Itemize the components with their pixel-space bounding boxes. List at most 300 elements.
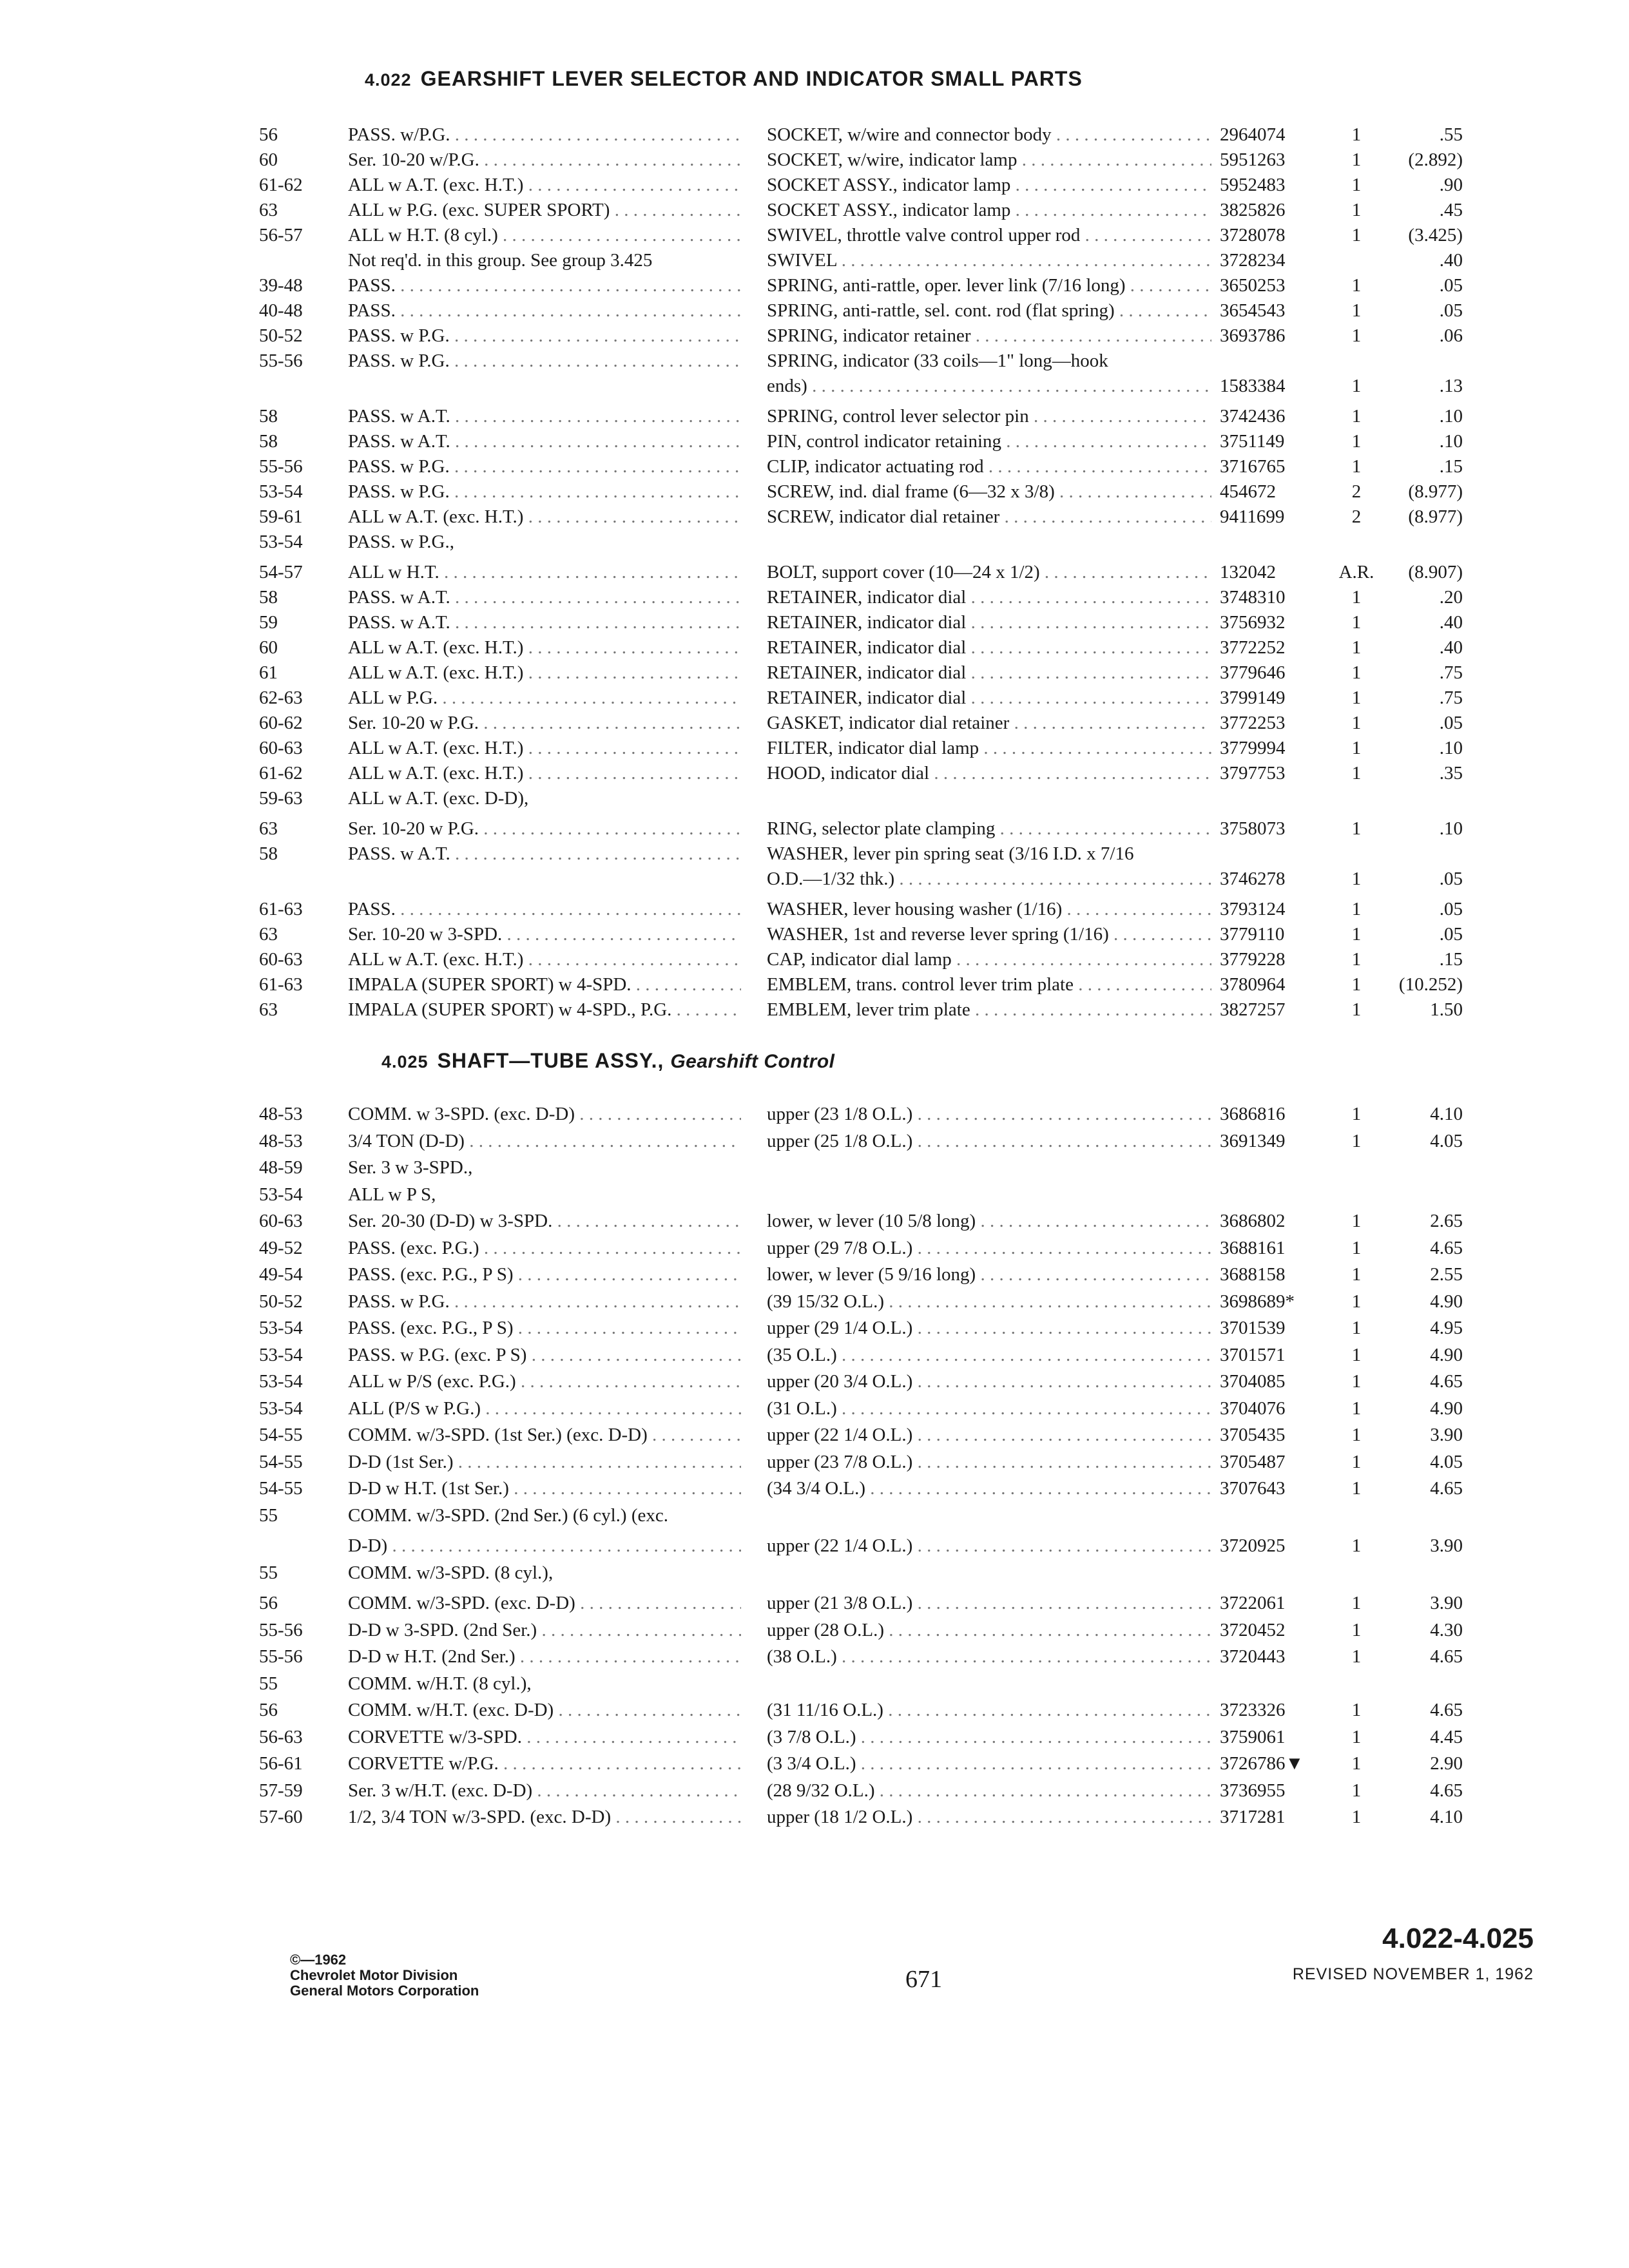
row-year: 58 [259, 587, 278, 608]
row-quantity: 1 [1351, 713, 1362, 733]
row-year: 56-63 [259, 1726, 303, 1747]
row-model: PASS. . . . [348, 274, 741, 296]
row-description: (28 9/32 O.L.) . . . [767, 1780, 1211, 1802]
row-model: ALL w A.T. (exc. H.T.) . . . [348, 637, 741, 658]
row-quantity: 2 [1351, 506, 1362, 527]
row-price: .45 [1439, 200, 1463, 220]
row-part-number: 3686816 [1220, 1104, 1286, 1124]
row-quantity: 1 [1351, 999, 1362, 1020]
row-price: .10 [1439, 738, 1463, 758]
row-description: SOCKET, w/wire, indicator lamp . . . [767, 149, 1211, 171]
row-model: ALL w A.T. (exc. H.T.) . . . [348, 948, 741, 970]
row-price: .05 [1439, 899, 1463, 919]
row-model: Ser. 10-20 w P.G. . . . [348, 818, 741, 840]
row-price: 1.50 [1430, 999, 1463, 1020]
row-year: 60 [259, 149, 278, 170]
row-price: .10 [1439, 818, 1463, 839]
row-year: 63 [259, 999, 278, 1020]
row-year: 56-61 [259, 1753, 303, 1774]
row-part-number: 3688161 [1220, 1237, 1286, 1258]
row-part-number: 5952483 [1220, 175, 1286, 195]
row-description: upper (29 1/4 O.L.) . . . [767, 1317, 1211, 1339]
row-model: ALL w A.T. (exc. H.T.) . . . [348, 506, 741, 528]
row-model: ALL w P S, [348, 1184, 436, 1205]
row-part-number: 3698689* [1220, 1291, 1295, 1312]
row-quantity: 1 [1351, 1130, 1362, 1151]
row-part-number: 3693786 [1220, 325, 1286, 346]
row-description: (31 11/16 O.L.) . . . [767, 1699, 1211, 1721]
row-part-number: 3704085 [1220, 1371, 1286, 1392]
row-price: .13 [1439, 376, 1463, 396]
row-description: EMBLEM, trans. control lever trim plate . . . [767, 974, 1211, 995]
row-model: Ser. 20-30 (D-D) w 3-SPD. . . . [348, 1210, 741, 1232]
row-part-number: 3756932 [1220, 612, 1286, 633]
section-number: 4.022 [365, 70, 412, 90]
row-year: 63 [259, 924, 278, 945]
row-part-number: 3779110 [1220, 924, 1285, 945]
row-year: 54-55 [259, 1478, 303, 1499]
row-price: .15 [1439, 456, 1463, 477]
row-model: Ser. 3 w 3-SPD., [348, 1157, 473, 1178]
row-description: BOLT, support cover (10—24 x 1/2) . . . [767, 561, 1211, 583]
row-price: .05 [1439, 869, 1463, 889]
row-quantity: 1 [1351, 1264, 1362, 1285]
row-price: 4.65 [1430, 1237, 1463, 1258]
row-part-number: 5951263 [1220, 149, 1286, 170]
row-year: 54-55 [259, 1425, 303, 1445]
row-description: (3 3/4 O.L.) . . . [767, 1753, 1211, 1774]
row-quantity: 1 [1351, 1807, 1362, 1827]
row-description: SOCKET, w/wire and connector body . . . [767, 124, 1211, 146]
row-quantity: 1 [1351, 924, 1362, 945]
row-description: CLIP, indicator actuating rod . . . [767, 456, 1211, 477]
section-title-4025 [381, 1049, 835, 1073]
row-part-number: 3825826 [1220, 200, 1286, 220]
row-description: upper (25 1/8 O.L.) . . . [767, 1130, 1211, 1152]
row-price: 4.10 [1430, 1104, 1463, 1124]
row-model: Ser. 10-20 w/P.G. . . . [348, 149, 741, 171]
row-price: 2.90 [1430, 1753, 1463, 1774]
row-year: 61-63 [259, 899, 303, 919]
row-price: 4.90 [1430, 1291, 1463, 1312]
row-model: D-D w H.T. (1st Ser.) . . . [348, 1477, 741, 1499]
division-line: Chevrolet Motor Division [290, 1967, 458, 1983]
row-year: 60-63 [259, 1211, 303, 1231]
copyright-line: ©—1962 [290, 1952, 347, 1968]
row-year: 56 [259, 1593, 278, 1613]
row-model: 3/4 TON (D-D) . . . [348, 1130, 741, 1152]
row-part-number: 3720925 [1220, 1535, 1286, 1556]
row-description: upper (29 7/8 O.L.) . . . [767, 1237, 1211, 1259]
row-model: ALL w P.G. . . . [348, 687, 741, 709]
row-price: .40 [1439, 250, 1463, 271]
row-quantity: 1 [1351, 225, 1362, 245]
row-quantity: 1 [1351, 974, 1362, 995]
row-quantity: 1 [1351, 376, 1362, 396]
row-year: 59-63 [259, 788, 303, 809]
row-model: PASS. w A.T. . . . [348, 611, 741, 633]
row-model: PASS. w P.G. . . . [348, 325, 741, 347]
row-model: D-D w H.T. (2nd Ser.) . . . [348, 1646, 741, 1667]
row-description: lower, w lever (5 9/16 long) . . . [767, 1264, 1211, 1285]
row-price: (8.977) [1408, 481, 1463, 502]
row-year: 61-62 [259, 175, 303, 195]
row-quantity: 1 [1351, 1593, 1362, 1613]
row-description: WASHER, lever pin spring seat (3/16 I.D. x 7/16 [767, 843, 1134, 864]
row-price: 4.65 [1430, 1700, 1463, 1720]
row-year: 58 [259, 843, 278, 864]
row-year: 56 [259, 1700, 278, 1720]
row-description: (34 3/4 O.L.) . . . [767, 1477, 1211, 1499]
row-description: GASKET, indicator dial retainer . . . [767, 712, 1211, 734]
row-price: 3.90 [1430, 1593, 1463, 1613]
row-quantity: A.R. [1338, 562, 1374, 582]
row-part-number: 3748310 [1220, 587, 1286, 608]
row-description: SPRING, indicator (33 coils—1" long—hook [767, 351, 1108, 371]
row-description: WASHER, 1st and reverse lever spring (1/16) . . . [767, 923, 1211, 945]
row-year: 61 [259, 662, 278, 683]
row-part-number: 132042 [1220, 562, 1276, 582]
row-year: 48-53 [259, 1130, 303, 1151]
row-model: ALL w A.T. (exc. D-D), [348, 788, 529, 809]
row-model: IMPALA (SUPER SPORT) w 4-SPD., P.G. . . . [348, 999, 741, 1021]
row-year: 61-62 [259, 763, 303, 783]
row-description: RETAINER, indicator dial . . . [767, 662, 1211, 684]
row-price: 4.05 [1430, 1130, 1463, 1151]
row-model: COMM. w/3-SPD. (1st Ser.) (exc. D-D) . . . [348, 1424, 741, 1446]
row-quantity: 1 [1351, 869, 1362, 889]
row-price: 4.45 [1430, 1726, 1463, 1747]
row-year: 58 [259, 431, 278, 452]
row-year: 57-59 [259, 1780, 303, 1801]
row-description: upper (23 1/8 O.L.) . . . [767, 1103, 1211, 1125]
row-model: D-D w 3-SPD. (2nd Ser.) . . . [348, 1619, 741, 1641]
row-price: 3.90 [1430, 1425, 1463, 1445]
row-description: SOCKET ASSY., indicator lamp . . . [767, 199, 1211, 221]
row-year: 49-52 [259, 1237, 303, 1258]
row-quantity: 1 [1351, 612, 1362, 633]
row-quantity: 1 [1351, 662, 1362, 683]
row-quantity: 1 [1351, 899, 1362, 919]
row-quantity: 1 [1351, 300, 1362, 321]
row-model: Ser. 10-20 w P.G. . . . [348, 712, 741, 734]
row-year: 54-57 [259, 562, 303, 582]
row-description: RING, selector plate clamping . . . [767, 818, 1211, 840]
row-year: 62-63 [259, 687, 303, 708]
row-model: D-D) . . . [348, 1535, 741, 1557]
row-price: .05 [1439, 275, 1463, 296]
row-model: Ser. 10-20 w 3-SPD. . . . [348, 923, 741, 945]
row-model: Not req'd. in this group. See group 3.425 [348, 250, 653, 271]
section-subheading: Gearshift Control [670, 1051, 835, 1072]
row-price: .40 [1439, 612, 1463, 633]
row-quantity: 1 [1351, 325, 1362, 346]
row-year: 56-57 [259, 225, 303, 245]
row-model: ALL w A.T. (exc. H.T.) . . . [348, 762, 741, 784]
row-part-number: 3797753 [1220, 763, 1286, 783]
row-quantity: 1 [1351, 1753, 1362, 1774]
row-year: 55 [259, 1562, 278, 1583]
row-quantity: 1 [1351, 587, 1362, 608]
row-description: upper (20 3/4 O.L.) . . . [767, 1370, 1211, 1392]
row-year: 53-54 [259, 1398, 303, 1419]
row-model: ALL w H.T. . . . [348, 561, 741, 583]
row-model: PASS. w P.G. . . . [348, 456, 741, 477]
row-description: upper (22 1/4 O.L.) . . . [767, 1424, 1211, 1446]
row-quantity: 1 [1351, 1211, 1362, 1231]
row-part-number: 3726786▼ [1220, 1753, 1304, 1774]
row-year: 55-56 [259, 1646, 303, 1667]
row-price: .15 [1439, 949, 1463, 970]
row-price: .20 [1439, 587, 1463, 608]
row-model: PASS. . . . [348, 898, 741, 920]
row-model: PASS. w P.G. . . . [348, 481, 741, 503]
row-quantity: 2 [1351, 481, 1362, 502]
section-heading: GEARSHIFT LEVER SELECTOR AND INDICATOR SMALL PARTS [420, 67, 1083, 90]
row-model: ALL w A.T. (exc. H.T.) . . . [348, 662, 741, 684]
row-description: (3 7/8 O.L.) . . . [767, 1726, 1211, 1748]
row-part-number: 3759061 [1220, 1726, 1286, 1747]
row-description: upper (18 1/2 O.L.) . . . [767, 1806, 1211, 1828]
row-description: RETAINER, indicator dial . . . [767, 586, 1211, 608]
row-quantity: 1 [1351, 1398, 1362, 1419]
row-year: 63 [259, 818, 278, 839]
row-part-number: 3705435 [1220, 1425, 1286, 1445]
row-quantity: 1 [1351, 949, 1362, 970]
row-year: 48-53 [259, 1104, 303, 1124]
row-model: PASS. (exc. P.G., P S) . . . [348, 1264, 741, 1285]
row-description: upper (28 O.L.) . . . [767, 1619, 1211, 1641]
row-model: ALL w P/S (exc. P.G.) . . . [348, 1370, 741, 1392]
row-model: 1/2, 3/4 TON w/3-SPD. (exc. D-D) . . . [348, 1806, 741, 1828]
row-year: 55-56 [259, 456, 303, 477]
row-year: 57-60 [259, 1807, 303, 1827]
row-model: PASS. (exc. P.G., P S) . . . [348, 1317, 741, 1339]
row-part-number: 3772253 [1220, 713, 1286, 733]
publisher-block [290, 1952, 479, 1999]
row-description: SPRING, control lever selector pin . . . [767, 405, 1211, 427]
row-quantity: 1 [1351, 275, 1362, 296]
row-part-number: 3701539 [1220, 1318, 1286, 1338]
row-model: PASS. w A.T. . . . [348, 586, 741, 608]
row-quantity: 1 [1351, 1619, 1362, 1640]
row-part-number: 3716765 [1220, 456, 1286, 477]
row-quantity: 1 [1351, 1291, 1362, 1312]
row-quantity: 1 [1351, 1726, 1362, 1747]
row-quantity: 1 [1351, 637, 1362, 658]
row-price: .10 [1439, 431, 1463, 452]
row-part-number: 3780964 [1220, 974, 1286, 995]
row-part-number: 454672 [1220, 481, 1276, 502]
row-quantity: 1 [1351, 200, 1362, 220]
row-year: 60-63 [259, 738, 303, 758]
row-price: .40 [1439, 637, 1463, 658]
section-heading: SHAFT—TUBE ASSY., [437, 1049, 664, 1072]
row-part-number: 3736955 [1220, 1780, 1286, 1801]
row-model: ALL w A.T. (exc. H.T.) . . . [348, 737, 741, 759]
row-quantity: 1 [1351, 1425, 1362, 1445]
row-year: 55 [259, 1673, 278, 1694]
row-year: 61-63 [259, 974, 303, 995]
row-model: ALL w P.G. (exc. SUPER SPORT) . . . [348, 199, 741, 221]
row-price: 4.90 [1430, 1344, 1463, 1365]
row-description: RETAINER, indicator dial . . . [767, 687, 1211, 709]
row-price: 4.95 [1430, 1318, 1463, 1338]
row-price: .90 [1439, 175, 1463, 195]
row-part-number: 3723326 [1220, 1700, 1286, 1720]
row-part-number: 3746278 [1220, 869, 1286, 889]
row-model: IMPALA (SUPER SPORT) w 4-SPD. . . . [348, 974, 741, 995]
row-price: 4.90 [1430, 1398, 1463, 1419]
row-price: 4.30 [1430, 1619, 1463, 1640]
section-title-4022 [365, 67, 1083, 91]
row-quantity: 1 [1351, 1104, 1362, 1124]
row-part-number: 3779228 [1220, 949, 1286, 970]
row-price: (8.907) [1408, 562, 1463, 582]
row-quantity: 1 [1351, 1318, 1362, 1338]
row-price: .35 [1439, 763, 1463, 783]
row-price: (2.892) [1408, 149, 1463, 170]
row-description: CAP, indicator dial lamp . . . [767, 948, 1211, 970]
row-part-number: 3720452 [1220, 1619, 1286, 1640]
row-description: EMBLEM, lever trim plate . . . [767, 999, 1211, 1021]
row-price: .75 [1439, 687, 1463, 708]
row-model: CORVETTE w/P.G. . . . [348, 1753, 741, 1774]
row-price: (10.252) [1398, 974, 1463, 995]
row-description: SPRING, indicator retainer . . . [767, 325, 1211, 347]
row-model: PASS. w P.G. . . . [348, 1291, 741, 1312]
row-part-number: 3654543 [1220, 300, 1286, 321]
row-model: PASS. (exc. P.G.) . . . [348, 1237, 741, 1259]
row-model: ALL w A.T. (exc. H.T.) . . . [348, 174, 741, 196]
row-price: 4.65 [1430, 1371, 1463, 1392]
row-price: 3.90 [1430, 1535, 1463, 1556]
row-part-number: 3686802 [1220, 1211, 1286, 1231]
row-part-number: 3742436 [1220, 406, 1286, 427]
row-year: 60-62 [259, 713, 303, 733]
row-year: 50-52 [259, 1291, 303, 1312]
row-year: 49-54 [259, 1264, 303, 1285]
row-description: WASHER, lever housing washer (1/16) . . . [767, 898, 1211, 920]
row-price: .05 [1439, 713, 1463, 733]
row-year: 54-55 [259, 1451, 303, 1472]
revision-date: REVISED NOVEMBER 1, 1962 [1292, 1965, 1534, 1983]
row-description: SPRING, anti-rattle, sel. cont. rod (flat spring) . . . [767, 300, 1211, 322]
row-quantity: 1 [1351, 1344, 1362, 1365]
row-model: PASS. w A.T. . . . [348, 430, 741, 452]
row-model: PASS. w/P.G. . . . [348, 124, 741, 146]
row-model: D-D (1st Ser.) . . . [348, 1451, 741, 1473]
row-model: COMM. w 3-SPD. (exc. D-D) . . . [348, 1103, 741, 1125]
row-year: 56 [259, 124, 278, 145]
row-year: 59 [259, 612, 278, 633]
row-year: 60-63 [259, 949, 303, 970]
row-year: 48-59 [259, 1157, 303, 1178]
row-price: .55 [1439, 124, 1463, 145]
row-model: ALL (P/S w P.G.) . . . [348, 1398, 741, 1419]
row-part-number: 1583384 [1220, 376, 1286, 396]
row-quantity: 1 [1351, 818, 1362, 839]
row-description: SWIVEL . . . [767, 249, 1211, 271]
row-quantity: 1 [1351, 1478, 1362, 1499]
row-part-number: 3779994 [1220, 738, 1286, 758]
row-model: PASS. w A.T. . . . [348, 405, 741, 427]
row-quantity: 1 [1351, 1237, 1362, 1258]
row-model: PASS. w P.G., [348, 532, 454, 552]
row-year: 53-54 [259, 1344, 303, 1365]
row-price: .10 [1439, 406, 1463, 427]
row-part-number: 3728234 [1220, 250, 1286, 271]
row-year: 39-48 [259, 275, 303, 296]
row-year: 55-56 [259, 351, 303, 371]
row-description: FILTER, indicator dial lamp . . . [767, 737, 1211, 759]
row-quantity: 1 [1351, 124, 1362, 145]
row-part-number: 3758073 [1220, 818, 1286, 839]
row-year: 53-54 [259, 1184, 303, 1205]
row-price: .05 [1439, 924, 1463, 945]
row-year: 53-54 [259, 532, 303, 552]
row-model: PASS. w P.G. (exc. P S) . . . [348, 1344, 741, 1366]
row-model: Ser. 3 w/H.T. (exc. D-D) . . . [348, 1780, 741, 1802]
row-quantity: 1 [1351, 1451, 1362, 1472]
row-quantity: 1 [1351, 738, 1362, 758]
row-part-number: 3793124 [1220, 899, 1286, 919]
row-quantity: 1 [1351, 456, 1362, 477]
row-year: 50-52 [259, 325, 303, 346]
row-year: 53-54 [259, 1371, 303, 1392]
row-model: COMM. w/3-SPD. (exc. D-D) . . . [348, 1592, 741, 1614]
corporation-line: General Motors Corporation [290, 1983, 479, 1999]
row-model: COMM. w/3-SPD. (2nd Ser.) (6 cyl.) (exc. [348, 1504, 668, 1526]
row-year: 59-61 [259, 506, 303, 527]
row-part-number: 3779646 [1220, 662, 1286, 683]
row-description: RETAINER, indicator dial . . . [767, 637, 1211, 658]
row-description: (39 15/32 O.L.) . . . [767, 1291, 1211, 1312]
row-quantity: 1 [1351, 1371, 1362, 1392]
row-year: 40-48 [259, 300, 303, 321]
row-price: (3.425) [1408, 225, 1463, 245]
row-part-number: 3827257 [1220, 999, 1286, 1020]
row-description: PIN, control indicator retaining . . . [767, 430, 1211, 452]
row-price: .75 [1439, 662, 1463, 683]
row-year: 63 [259, 200, 278, 220]
row-part-number: 3688158 [1220, 1264, 1286, 1285]
row-description: SCREW, ind. dial frame (6—32 x 3/8) . . . [767, 481, 1211, 503]
row-part-number: 3650253 [1220, 275, 1286, 296]
row-part-number: 3717281 [1220, 1807, 1286, 1827]
row-year: 60 [259, 637, 278, 658]
row-quantity: 1 [1351, 406, 1362, 427]
row-description: HOOD, indicator dial . . . [767, 762, 1211, 784]
row-part-number: 3705487 [1220, 1451, 1286, 1472]
row-model: COMM. w/3-SPD. (8 cyl.), [348, 1562, 554, 1583]
row-price: .06 [1439, 325, 1463, 346]
row-model: ALL w H.T. (8 cyl.) . . . [348, 224, 741, 246]
row-description: SOCKET ASSY., indicator lamp . . . [767, 174, 1211, 196]
row-model: COMM. w/H.T. (exc. D-D) . . . [348, 1699, 741, 1721]
row-description: RETAINER, indicator dial . . . [767, 611, 1211, 633]
row-price: 4.05 [1430, 1451, 1463, 1472]
row-price: 4.65 [1430, 1780, 1463, 1801]
row-part-number: 3704076 [1220, 1398, 1286, 1419]
section-number: 4.025 [381, 1052, 429, 1072]
row-model: COMM. w/H.T. (8 cyl.), [348, 1673, 532, 1694]
row-description: lower, w lever (10 5/8 long) . . . [767, 1210, 1211, 1232]
row-quantity: 1 [1351, 763, 1362, 783]
row-description: upper (23 7/8 O.L.) . . . [767, 1451, 1211, 1473]
row-part-number: 3722061 [1220, 1593, 1286, 1613]
row-quantity: 1 [1351, 431, 1362, 452]
